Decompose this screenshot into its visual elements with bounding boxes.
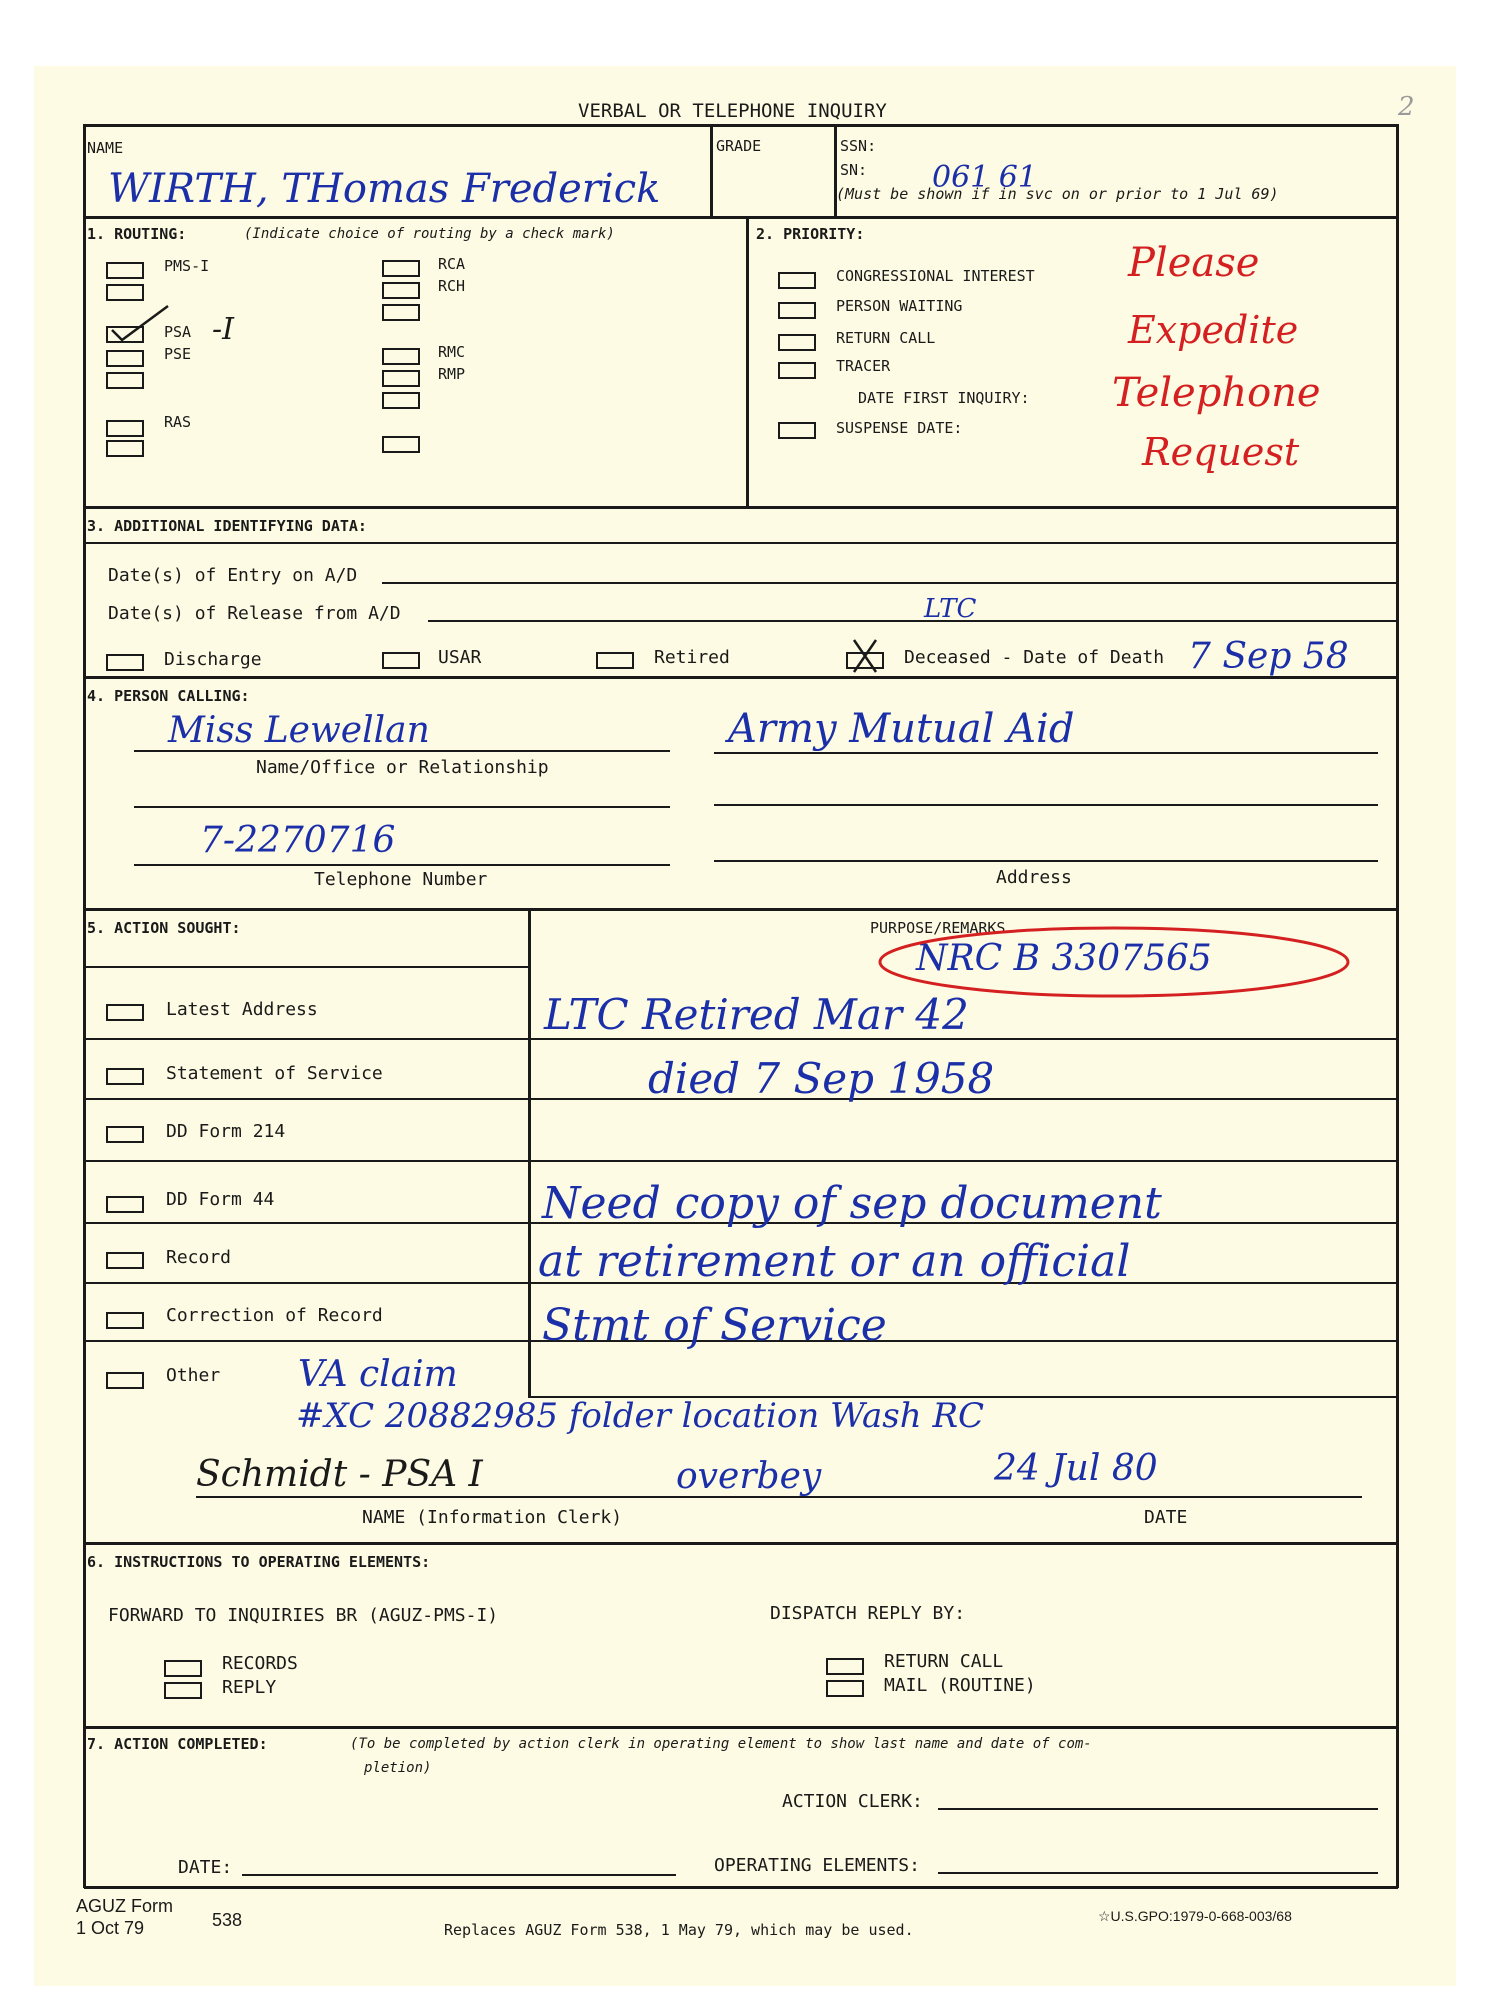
routing-item-ras: RAS — [164, 413, 192, 431]
action-item-other: Other — [166, 1365, 221, 1386]
frame-bottom — [84, 1886, 1398, 1889]
priority-label: 2. PRIORITY: — [756, 225, 865, 243]
priority-item-congressional: CONGRESSIONAL INTEREST — [836, 267, 1035, 285]
remarks-line-2: died 7 Sep 1958 — [648, 1054, 995, 1103]
action-box-record[interactable] — [106, 1252, 144, 1269]
caller-name-caption: Name/Office or Relationship — [256, 757, 549, 778]
routing-box-blank-4[interactable] — [382, 304, 420, 321]
action-item-dd214: DD Form 214 — [166, 1121, 286, 1142]
action-box-dd214[interactable] — [106, 1126, 144, 1143]
section-4-bottom-line — [84, 908, 1398, 911]
routing-item-rch: RCH — [438, 277, 466, 295]
action-clerk-line — [938, 1808, 1378, 1810]
routing-hint: (Indicate choice of routing by a check mark) — [244, 226, 615, 242]
action-completed-hint-1: (To be completed by action clerk in operating element to show last name and date of com- — [350, 1736, 1092, 1752]
routing-box-pms1[interactable] — [106, 262, 144, 279]
entry-label: Date(s) of Entry on A/D — [108, 565, 358, 586]
action-item-record: Record — [166, 1247, 232, 1268]
records-box[interactable] — [164, 1660, 202, 1677]
action-row-line-4 — [84, 1160, 1398, 1162]
caller-phone-line — [134, 864, 670, 866]
priority-note-line-4: Request — [1142, 430, 1300, 474]
action-sought-label: 5. ACTION SOUGHT: — [87, 919, 241, 937]
operating-elements-label: OPERATING ELEMENTS: — [714, 1855, 920, 1876]
date-first-inquiry-label: DATE FIRST INQUIRY: — [858, 389, 1030, 407]
caller-name-value: Miss Lewellan — [168, 710, 430, 751]
section-3-label-line — [84, 542, 1398, 544]
section-5-bottom-line — [84, 1542, 1398, 1545]
instructions-label: 6. INSTRUCTIONS TO OPERATING ELEMENTS: — [87, 1553, 431, 1571]
ltc-note: LTC — [924, 594, 977, 624]
caller-org-value: Army Mutual Aid — [728, 706, 1075, 752]
psa-annotation: -I — [212, 312, 234, 347]
priority-box-person-waiting[interactable] — [778, 302, 816, 319]
remarks-line-4: at retirement or an official — [538, 1236, 1131, 1287]
action-box-correction[interactable] — [106, 1312, 144, 1329]
release-label: Date(s) of Release from A/D — [108, 603, 401, 624]
suspense-date-label: SUSPENSE DATE: — [836, 419, 963, 437]
routing-item-rmp: RMP — [438, 365, 466, 383]
clerk-date-value: 24 Jul 80 — [994, 1448, 1158, 1489]
routing-box-blank-2[interactable] — [106, 372, 144, 389]
action-item-dd44: DD Form 44 — [166, 1189, 275, 1210]
remarks-circled-value: NRC B 3307565 — [916, 938, 1212, 979]
routing-box-rmp[interactable] — [382, 370, 420, 387]
priority-note-line-3: Telephone — [1112, 370, 1321, 416]
footer-form-name: AGUZ Form — [76, 1896, 173, 1916]
priority-box-congressional[interactable] — [778, 272, 816, 289]
remarks-line-5: Stmt of Service — [542, 1300, 887, 1351]
dispatch-label: DISPATCH REPLY BY: — [770, 1603, 966, 1624]
additional-data-label: 3. ADDITIONAL IDENTIFYING DATA: — [87, 517, 367, 535]
frame-left — [83, 124, 86, 1888]
form-title: VERBAL OR TELEPHONE INQUIRY — [578, 100, 887, 122]
dispatch-return-call-box[interactable] — [826, 1658, 864, 1675]
routing-box-rca[interactable] — [382, 260, 420, 277]
action-clerk-label: ACTION CLERK: — [782, 1791, 923, 1812]
sn-value: 061 61 — [932, 160, 1037, 195]
person-calling-label: 4. PERSON CALLING: — [87, 687, 250, 705]
section-6-bottom-line — [84, 1726, 1398, 1729]
reply-box[interactable] — [164, 1682, 202, 1699]
action-item-correction: Correction of Record — [166, 1305, 383, 1326]
grade-label: GRADE — [716, 137, 762, 155]
usar-label: USAR — [438, 647, 482, 668]
address-caption: Address — [996, 867, 1072, 888]
section-2-bottom-line — [84, 506, 1398, 509]
retired-label: Retired — [654, 647, 730, 668]
routing-item-rca: RCA — [438, 255, 466, 273]
routing-box-blank-6[interactable] — [382, 436, 420, 453]
grade-divider — [710, 124, 713, 216]
caller-name-line-2 — [134, 806, 670, 808]
footer-replaces: Replaces AGUZ Form 538, 1 May 79, which may be used. — [444, 1921, 914, 1939]
remarks-label: PURPOSE/REMARKS — [870, 919, 1006, 937]
priority-box-tracer[interactable] — [778, 362, 816, 379]
routing-item-pms1: PMS-I — [164, 257, 210, 275]
action-box-statement[interactable] — [106, 1068, 144, 1085]
caller-org-line — [714, 752, 1378, 754]
frame-top — [84, 124, 1398, 127]
priority-box-suspense[interactable] — [778, 422, 816, 439]
entry-line — [382, 582, 1396, 584]
action-completed-label: 7. ACTION COMPLETED: — [87, 1735, 268, 1753]
section-3-bottom-line — [84, 676, 1398, 679]
completed-date-line — [242, 1874, 676, 1876]
priority-item-tracer: TRACER — [836, 357, 891, 375]
name-label: NAME — [87, 139, 124, 157]
action-item-statement: Statement of Service — [166, 1063, 383, 1084]
routing-box-blank-1[interactable] — [106, 284, 144, 301]
footer-form-number: 538 — [212, 1910, 243, 1930]
operating-elements-line — [938, 1872, 1378, 1874]
remarks-line-3: Need copy of sep document — [542, 1178, 1162, 1229]
dispatch-mail-label: MAIL (ROUTINE) — [884, 1675, 1036, 1696]
page-number-mark: 2 — [1398, 92, 1415, 122]
priority-note-line-2: Expedite — [1128, 308, 1299, 352]
dispatch-return-call-label: RETURN CALL — [884, 1651, 1004, 1672]
routing-box-rch[interactable] — [382, 282, 420, 299]
footer-form-date: 1 Oct 79 — [76, 1918, 145, 1938]
caller-org-line-2 — [714, 804, 1378, 806]
caller-address-line — [714, 860, 1378, 862]
action-remarks-divider — [528, 908, 531, 1396]
priority-box-return-call[interactable] — [778, 334, 816, 351]
action-row-line-1 — [84, 966, 530, 968]
priority-item-return-call: RETURN CALL — [836, 329, 936, 347]
routing-item-pse: PSE — [164, 345, 192, 363]
header-bottom-line — [84, 216, 1398, 219]
routing-box-blank-5[interactable] — [382, 392, 420, 409]
routing-box-ras[interactable] — [106, 420, 144, 437]
priority-note-line-1: Please — [1128, 240, 1260, 286]
clerk-extra: overbey — [676, 1456, 822, 1497]
frame-right — [1396, 124, 1399, 1888]
routing-box-rmc[interactable] — [382, 348, 420, 365]
records-label: RECORDS — [222, 1653, 298, 1674]
action-box-dd44[interactable] — [106, 1196, 144, 1213]
claim-line: #XC 20882985 folder location Wash RC — [296, 1396, 985, 1436]
action-box-latest-address[interactable] — [106, 1004, 144, 1021]
completed-date-label: DATE: — [178, 1857, 233, 1878]
clerk-line — [196, 1496, 1362, 1498]
name-value: WIRTH, THomas Frederick — [108, 166, 661, 212]
priority-item-person-waiting: PERSON WAITING — [836, 297, 963, 315]
action-item-latest-address: Latest Address — [166, 999, 318, 1020]
sn-note: (Must be shown if in svc on or prior to 1 Jul 69) — [836, 185, 1279, 203]
sn-label: SN: — [840, 161, 868, 179]
clerk-caption: NAME (Information Clerk) — [362, 1507, 623, 1528]
action-box-other[interactable] — [106, 1372, 144, 1389]
release-line — [428, 620, 1396, 622]
footer-gpo: ☆U.S.GPO:1979-0-668-003/68 — [1098, 1908, 1292, 1924]
discharge-label: Discharge — [164, 649, 262, 670]
dispatch-mail-box[interactable] — [826, 1680, 864, 1697]
clerk-value: Schmidt - PSA I — [196, 1454, 483, 1495]
caller-phone-value: 7-2270716 — [200, 820, 396, 861]
routing-label: 1. ROUTING: — [87, 225, 187, 243]
action-completed-hint-2: pletion) — [364, 1760, 432, 1776]
retired-box[interactable] — [596, 652, 634, 669]
forward-to-label: FORWARD TO INQUIRIES BR (AGUZ-PMS-I) — [108, 1605, 499, 1626]
date-of-death-value: 7 Sep 58 — [1188, 636, 1349, 677]
usar-box[interactable] — [382, 652, 420, 669]
other-value: VA claim — [298, 1354, 458, 1395]
x-mark-icon — [848, 636, 882, 676]
caller-name-line — [134, 750, 670, 752]
date-caption: DATE — [1144, 1507, 1188, 1528]
reply-label: REPLY — [222, 1677, 277, 1698]
routing-item-psa: PSA — [164, 323, 192, 341]
discharge-box[interactable] — [106, 654, 144, 671]
routing-priority-divider — [746, 216, 749, 506]
phone-caption: Telephone Number — [314, 869, 488, 890]
routing-box-blank-3[interactable] — [106, 440, 144, 457]
routing-item-rmc: RMC — [438, 343, 466, 361]
ssn-label: SSN: — [840, 137, 877, 155]
routing-box-pse[interactable] — [106, 350, 144, 367]
deceased-label: Deceased - Date of Death — [904, 647, 1165, 668]
remarks-line-1: LTC Retired Mar 42 — [544, 990, 969, 1039]
